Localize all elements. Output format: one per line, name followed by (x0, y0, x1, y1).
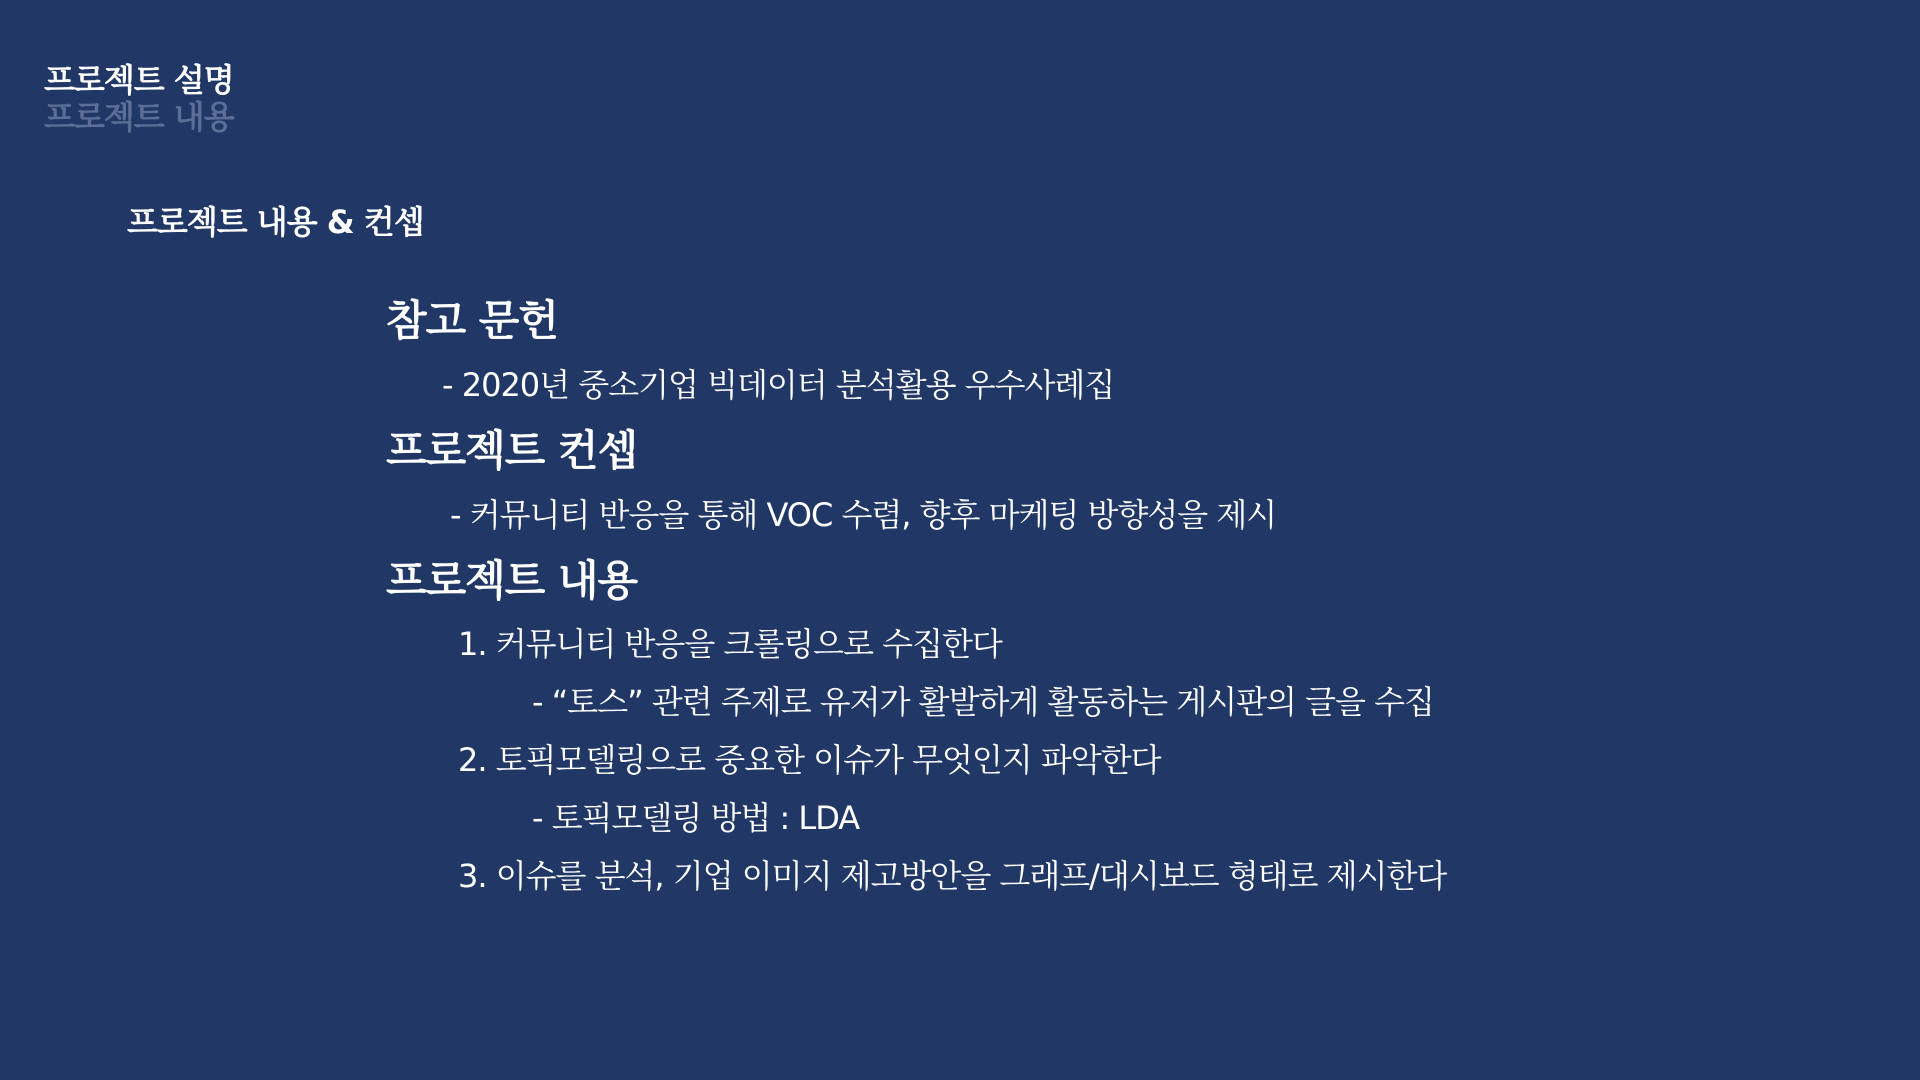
content-title: 프로젝트 내용 (386, 556, 638, 605)
references-title: 참고 문헌 (386, 296, 558, 345)
content-step-1: 1. 커뮤니티 반응을 크롤링으로 수집한다 (458, 625, 1002, 663)
content-step-1-detail: - “토스” 관련 주제로 유저가 활발하게 활동하는 게시판의 글을 수집 (532, 683, 1434, 721)
content-step-3: 3. 이슈를 분석, 기업 이미지 제고방안을 그래프/대시보드 형태로 제시한다 (458, 857, 1447, 895)
page-subtitle: 프로젝트 내용 (44, 98, 234, 136)
concept-item: - 커뮤니티 반응을 통해 VOC 수렴, 향후 마케팅 방향성을 제시 (450, 496, 1277, 534)
reference-item: - 2020년 중소기업 빅데이터 분석활용 우수사례집 (442, 366, 1115, 404)
content-step-2: 2. 토픽모델링으로 중요한 이슈가 무엇인지 파악한다 (458, 741, 1161, 779)
page-title: 프로젝트 설명 (44, 61, 234, 99)
section-heading: 프로젝트 내용 & 컨셉 (127, 203, 424, 241)
content-step-2-detail: - 토픽모델링 방법 : LDA (532, 799, 860, 837)
concept-title: 프로젝트 컨셉 (386, 426, 638, 475)
